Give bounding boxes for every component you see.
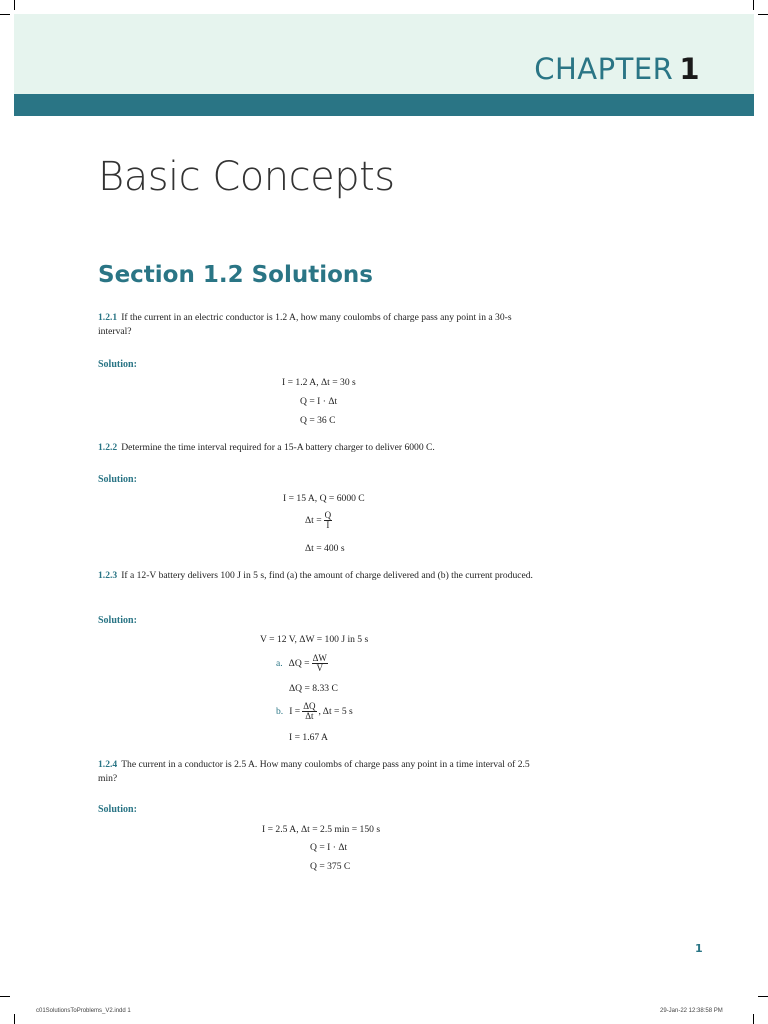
problem-1-2-4 bbox=[98, 758, 538, 786]
equation-lhs: Δt = bbox=[305, 515, 322, 526]
equation-fraction bbox=[276, 702, 353, 721]
crop-mark bbox=[758, 996, 768, 997]
equation-fraction bbox=[276, 654, 330, 673]
equation-lhs: ΔQ = bbox=[288, 658, 310, 669]
footer-timestamp: 29-Jan-22 12:38:58 PM bbox=[660, 1008, 723, 1014]
problem-1-2-2 bbox=[98, 441, 538, 455]
problem-1-2-1 bbox=[98, 311, 538, 339]
problem-number: 1.2.1 bbox=[98, 312, 118, 323]
problem-text: The current in a conductor is 2.5 A. How many coulombs of charge pass any point in a time interval of 2.5 min? bbox=[98, 759, 530, 784]
problem-text: If the current in an electric conductor is 1.2 A, how many coulombs of charge pass any point in a 30-s interval? bbox=[98, 312, 512, 337]
fraction bbox=[324, 511, 333, 530]
crop-mark bbox=[14, 1014, 15, 1024]
crop-mark bbox=[753, 0, 754, 10]
equation-lhs: I = bbox=[289, 706, 301, 717]
denominator: Δt bbox=[305, 711, 314, 721]
equation-rhs: , Δt = 5 s bbox=[318, 706, 353, 717]
section-heading: Section 1.2 Solutions bbox=[98, 262, 373, 288]
numerator: ΔQ bbox=[303, 701, 316, 711]
denominator: V bbox=[316, 663, 323, 673]
problem-number: 1.2.2 bbox=[98, 442, 118, 453]
crop-mark bbox=[0, 14, 10, 15]
problem-text: If a 12-V battery delivers 100 J in 5 s, find (a) the amount of charge delivered and (b) the current produced. bbox=[121, 570, 533, 581]
crop-mark bbox=[14, 0, 15, 10]
equation: Q = I · Δt bbox=[310, 842, 348, 853]
crop-mark bbox=[758, 14, 768, 15]
equation: Δt = 400 s bbox=[305, 543, 345, 554]
equation: Q = 375 C bbox=[310, 861, 351, 872]
crop-mark bbox=[753, 1014, 754, 1024]
problem-number: 1.2.4 bbox=[98, 759, 118, 770]
solution-label: Solution: bbox=[98, 359, 137, 370]
fraction bbox=[312, 654, 328, 673]
equation: Q = 36 C bbox=[300, 415, 336, 426]
solution-label: Solution: bbox=[98, 474, 137, 485]
chapter-label: CHAPTER bbox=[534, 52, 674, 86]
page-title: Basic Concepts bbox=[98, 154, 395, 200]
numerator: ΔW bbox=[312, 653, 327, 663]
problem-text: Determine the time interval required for a 15-A battery charger to deliver 6000 C. bbox=[121, 442, 435, 453]
footer-filename: c01SolutionsToProblems_V2.indd 1 bbox=[36, 1008, 131, 1014]
solution-label: Solution: bbox=[98, 615, 137, 626]
page-number: 1 bbox=[695, 942, 703, 955]
solution-label: Solution: bbox=[98, 804, 137, 815]
equation: Q = I · Δt bbox=[300, 396, 338, 407]
equation: I = 1.2 A, Δt = 30 s bbox=[282, 377, 356, 388]
equation: V = 12 V, ΔW = 100 J in 5 s bbox=[260, 634, 369, 645]
chapter-heading bbox=[534, 52, 700, 86]
fraction bbox=[302, 702, 316, 721]
equation: ΔQ = 8.33 C bbox=[289, 683, 338, 694]
equation: I = 1.67 A bbox=[289, 732, 328, 743]
equation-fraction bbox=[305, 511, 334, 530]
chapter-number: 1 bbox=[679, 52, 700, 86]
problem-number: 1.2.3 bbox=[98, 570, 118, 581]
part-label: a. bbox=[276, 658, 283, 669]
problem-1-2-3 bbox=[98, 569, 538, 583]
denominator: I bbox=[326, 520, 330, 530]
chapter-header-bar bbox=[14, 94, 754, 116]
numerator: Q bbox=[324, 510, 332, 520]
crop-mark bbox=[0, 996, 10, 997]
equation: I = 15 A, Q = 6000 C bbox=[283, 493, 365, 504]
equation: I = 2.5 A, Δt = 2.5 min = 150 s bbox=[262, 824, 381, 835]
part-label: b. bbox=[276, 706, 284, 717]
